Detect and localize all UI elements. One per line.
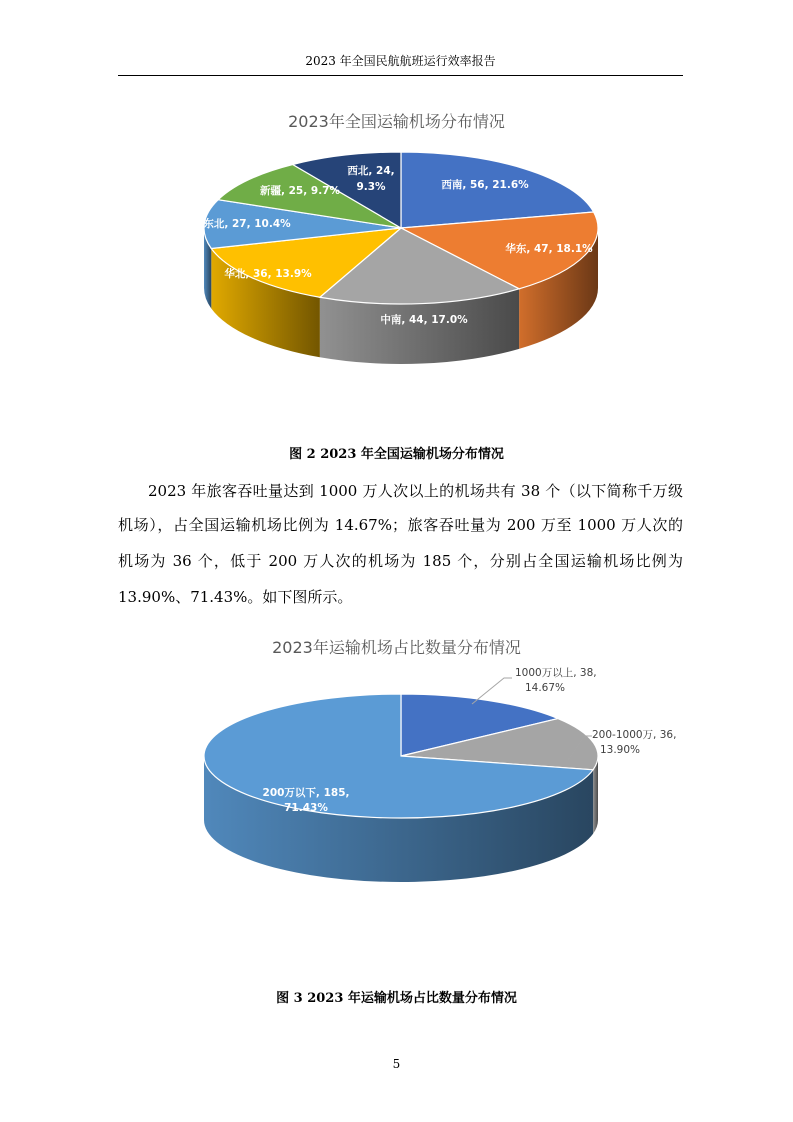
paragraph-line-3: 机场为 36 个，低于 200 万人次的机场为 185 个，分别占全国运输机场比例为: [118, 552, 683, 570]
data-label-西北: 西北, 24,: [347, 165, 395, 177]
header-rule: [118, 75, 683, 76]
data-label-pct-200万以下: 71.43%: [284, 802, 328, 814]
data-label-华东: 华东, 47, 18.1%: [505, 243, 593, 255]
paragraph-line-2: 机场），占全国运输机场比例为 14.67%；旅客吞吐量为 200 万至 1000 万人次的: [118, 516, 683, 534]
page-number: 5: [392, 1057, 401, 1071]
figure3-caption: 图 3 2023 年运输机场占比数量分布情况: [276, 991, 517, 1006]
page-header: 2023 年全国民航航班运行效率报告: [305, 54, 496, 68]
data-label-pct-1000万以上: 14.67%: [524, 682, 566, 694]
data-label-西南: 西南, 56, 21.6%: [441, 179, 529, 191]
chart1-title: 2023年全国运输机场分布情况: [288, 112, 505, 131]
airport-size-pie-chart: [0, 660, 793, 940]
data-label-200万以下: 200万以下, 185,: [262, 787, 350, 799]
paragraph-line-4: 13.90%、71.43%。如下图所示。: [118, 588, 353, 606]
airport-region-pie-chart: [0, 140, 793, 390]
data-label-pct-西北: 9.3%: [356, 181, 386, 193]
pie-top: [204, 694, 598, 818]
data-label-1000万以上: 1000万以上, 38,: [515, 667, 597, 679]
data-label-东北: 东北, 27, 10.4%: [203, 218, 291, 230]
data-label-新疆: 新疆, 25, 9.7%: [259, 185, 341, 197]
data-label-中南: 中南, 44, 17.0%: [380, 314, 468, 326]
data-label-pct-200-1000万: 13.90%: [599, 744, 641, 756]
data-label-200-1000万: 200-1000万, 36,: [592, 729, 677, 741]
chart2-title: 2023年运输机场占比数量分布情况: [272, 638, 521, 657]
paragraph-line-1: 2023 年旅客吞吐量达到 1000 万人次以上的机场共有 38 个（以下简称千万级: [148, 482, 683, 500]
figure2-caption: 图 2 2023 年全国运输机场分布情况: [289, 447, 504, 462]
data-label-华北: 华北, 36, 13.9%: [224, 268, 312, 280]
